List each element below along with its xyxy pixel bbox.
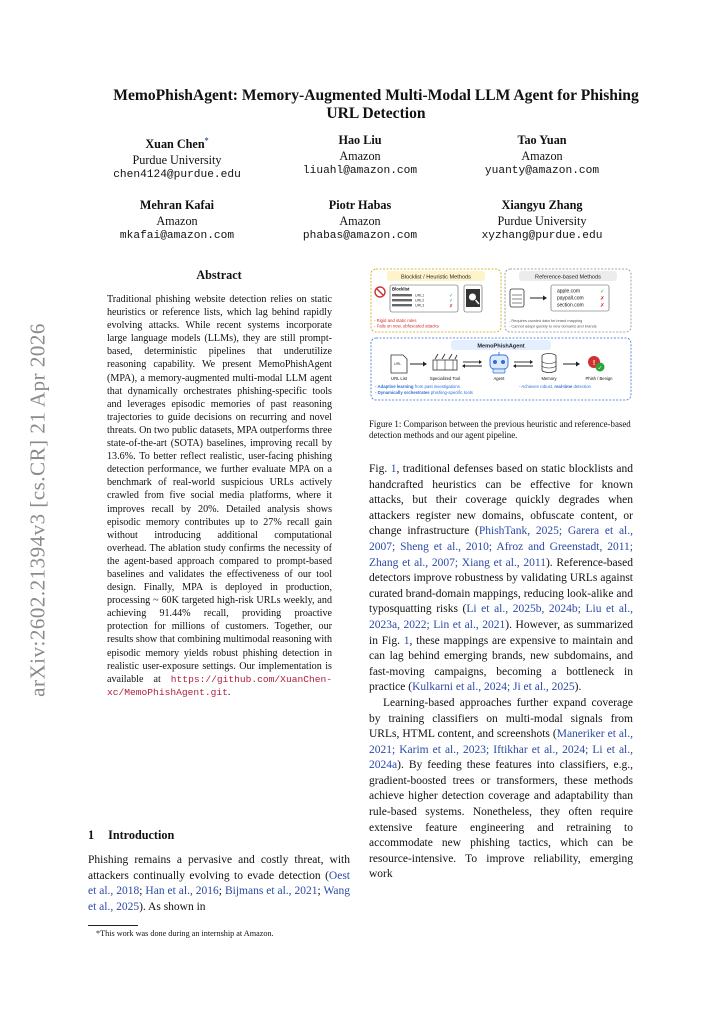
intro-text: Phishing remains a pervasive and costly threat, with attackers continually evolving to evade detection (: [88, 854, 350, 882]
figure-ref[interactable]: 1: [390, 463, 397, 475]
agent-note-bold: - Adaptive learning: [375, 384, 414, 389]
author-email[interactable]: liuahl@amazon.com: [302, 165, 418, 177]
agent-note: [375, 390, 473, 395]
paragraph: [369, 462, 633, 696]
repo-link[interactable]: https://github.com/XuanChen-xc/MemoPhishAgent.git: [107, 673, 332, 698]
svg-text:URL: URL: [394, 362, 402, 366]
author-affiliation: Purdue University: [497, 213, 587, 228]
database-icon: [510, 289, 524, 307]
check-icon: ✓: [600, 289, 605, 295]
author-affiliation: Amazon: [521, 148, 563, 163]
heuristic-note: - Rigid and static rules: [374, 318, 417, 323]
author-affiliation: Purdue University: [132, 152, 222, 167]
pipeline-label: Agent: [493, 376, 505, 381]
citation[interactable]: Oest et al., 2018: [88, 869, 350, 898]
agent-note-rest: from past investigations: [413, 384, 460, 389]
svg-text:!: !: [592, 360, 596, 367]
citation[interactable]: Kulkarni et al., 2024; Ji et al., 2025: [412, 681, 575, 694]
figure-ref[interactable]: 1: [403, 634, 410, 647]
author-name: Piotr Habas: [328, 198, 392, 212]
text-run: Learning-based approaches further expand coverage by training classifiers on multi-modal signals from URLs, HTML content, and screenshots (: [369, 696, 633, 741]
author-5: [265, 198, 455, 245]
paragraph: [369, 696, 633, 883]
text-run: , traditional defenses based on static blocklists and handcrafted heuristics can be effective for known attacks, but their coverage quickly degrades when attackers register new domains, obfuscate content, or change infrastructure (: [369, 463, 634, 538]
text-run: ). Reference-based detectors improve robustness by validating URLs against curated brand-domain mappings, reducing look-alike and typosquatting risks (: [369, 556, 633, 616]
agent-note: [519, 384, 592, 389]
citation[interactable]: Bijmans et al., 2021: [224, 885, 318, 898]
agent-title: MemoPhishAgent: [477, 343, 525, 350]
pipeline-label: URL List: [391, 376, 407, 381]
citation[interactable]: Han et al., 2016: [145, 885, 219, 898]
cross-icon: ✗: [600, 296, 605, 302]
footnote: *This work was done during an internship at Amazon.: [96, 929, 274, 938]
domain-label: section.com: [557, 302, 584, 309]
text-run: ). By feeding these features into classifiers, e.g., gradient-boosted trees or transformers, these methods achieve higher detection coverage and adaptability than rule-based systems. Nonetheless, they often require extensive feature engineering and retraining to accommodate new phishing tactics, which can be resource-intensive. To improve reliability, emerging work: [369, 759, 633, 881]
url-list-icon: [391, 355, 407, 373]
author-name: Hao Liu: [338, 133, 382, 147]
url-label: URL1: [415, 293, 425, 298]
author-name: Xiangyu Zhang: [501, 198, 583, 212]
domain-label: paypall.com: [557, 295, 584, 302]
author-2: [265, 133, 455, 180]
section-number: 1: [88, 828, 95, 842]
intro-end: ). As shown in: [139, 900, 206, 913]
text-run: , these mappings are expensive to maintain and can lag behind emerging brands, new subdomains, and fast-moving campaigns, becoming a bottleneck in practice (: [369, 634, 633, 694]
reference-note: - Cannot adapt quickly to new domains and brands: [509, 323, 597, 329]
footnote-rule: [88, 925, 138, 926]
figure-caption: Figure 1: Comparison between the previous heuristic and reference-based detection methods and our agent pipeline.: [369, 419, 631, 441]
blocklist-label: Blocklist: [392, 286, 410, 292]
url-label: URL3: [415, 303, 425, 308]
author-email[interactable]: xyzhang@purdue.edu: [481, 230, 603, 242]
reference-title: Reference-based Methods: [535, 274, 601, 281]
heuristic-note: - Fails on new, obfuscated attacks: [374, 323, 439, 329]
pipeline-label: Specialized Tool: [429, 376, 461, 381]
author-affiliation: Amazon: [156, 213, 198, 228]
agent-note-bold: - Dynamically orchestrates: [375, 390, 430, 395]
pipeline-label: Phish / Benign: [585, 376, 613, 381]
text-run: Fig.: [369, 463, 391, 475]
agent-note-rest: phishing-specific tools: [429, 390, 473, 395]
domain-label: apple.com: [557, 288, 581, 295]
text-run: ).: [574, 681, 582, 694]
abstract-heading: Abstract: [196, 268, 242, 282]
arxiv-stamp: arXiv:2602.21394v3 [cs.CR] 21 Apr 2026: [25, 323, 50, 697]
citation[interactable]: Li et al., 2025b, 2024b; Liu et al., 2023a, 2022; Lin et al., 2021: [369, 603, 633, 631]
check-icon: ✓: [449, 293, 454, 299]
magnifier-icon: [466, 289, 480, 307]
author-email[interactable]: yuanty@amazon.com: [484, 165, 600, 177]
author-email[interactable]: chen4124@purdue.edu: [113, 169, 241, 182]
author-6: [447, 198, 637, 245]
agent-note-rest: detection: [572, 384, 591, 389]
citation[interactable]: PhishTank, 2025; Garera et al., 2007; Sheng et al., 2010; Afroz and Greenstadt, 2011; Zhang et al., 2007; Xiang et al., 2011: [369, 525, 633, 569]
author-1: [82, 133, 272, 184]
citation[interactable]: Maneriker et al., 2021; Karim et al., 2023; Iftikhar et al., 2024; Li et al., 2024a: [369, 728, 633, 772]
author-name: Xuan Chen: [145, 137, 205, 152]
author-affiliation: Amazon: [339, 148, 381, 163]
abstract-body: [107, 293, 332, 699]
heuristic-title: Blocklist / Heuristic Methods: [401, 274, 471, 281]
author-mark: *: [204, 136, 209, 145]
section-heading: [88, 828, 174, 843]
robot-icon: [490, 352, 508, 373]
right-column-text: [369, 462, 633, 883]
author-affiliation: Amazon: [339, 213, 381, 228]
agent-note-bold: real-time: [554, 384, 573, 389]
author-name: Tao Yuan: [517, 133, 567, 147]
author-name: Mehran Kafai: [139, 198, 215, 212]
pipeline-label: Memory: [541, 376, 557, 381]
text-run: ). However, as summarized in Fig.: [369, 618, 633, 647]
abstract-text: Traditional phishing website detection relies on static heuristics or reference lists, which lag behind rapidly evolving attacks. While recent systems incorporate large language models (LLMs), they are still prompt-based, deterministic pipelines that underutilize reasoning capability. We present MemoPhishAgent (MPA), a memory-augmented multi-modal LLM agent that dynamically orchestrates phishing-specific tools and leverages episodic memories of past reasoning trajectories to guide decisions on recurring and novel threats. On two public datasets, MPA outperforms three state-of-the-art (SOTA) baselines, improving recall by 13.6%. To better reflect realistic, user-facing phishing detection performance, we further evaluate MPA on a benchmark of real-world suspicious URLs actively crawled from five social media platforms, where it improves recall by 20%. Detailed analysis shows episodic memory contributes up to 27% recall gain without introducing additional computational overhead. The ablation study confirms the necessity of the agent-based approach compared to prompt-based baselines and validates the effectiveness of our tool design. Finally, MPA is deployed in production, processing ~ 60K targeted high-risk URLs weekly, and achieving 91.44% recall, providing proactive protection for millions of customers. Together, our results show that combining multimodal reasoning with episodic memory yields robust phishing detection in realistic user-exposure settings. Our implementation is available at: [107, 294, 332, 685]
agent-note-rest: - Achieves robust,: [519, 384, 555, 389]
memory-database-icon: [542, 354, 556, 373]
reference-note: - Requires curated data for brand mapping: [509, 318, 583, 323]
agent-note: [375, 384, 460, 389]
check-icon: ✓: [449, 298, 454, 304]
author-email[interactable]: phabas@amazon.com: [302, 230, 418, 242]
citation[interactable]: Wang et al., 2025: [88, 885, 350, 913]
figure-1: [369, 267, 633, 402]
cross-icon: ✗: [449, 303, 454, 310]
intro-paragraph: Phishing remains a pervasive and costly threat, with attackers continually evolving to evade detection (Oest et al., 2018; Han et al., 2016; Bijmans et al., 2021; Wang et al., 2025). As shown in: [88, 854, 350, 913]
author-4: [82, 198, 272, 245]
cross-icon: ✗: [600, 303, 605, 309]
paper-title: MemoPhishAgent: Memory-Augmented Multi-Modal LLM Agent for Phishing URL Detection: [113, 87, 639, 122]
svg-text:✓: ✓: [597, 365, 603, 372]
author-email[interactable]: mkafai@amazon.com: [119, 230, 235, 242]
author-3: [447, 133, 637, 180]
section-title: Introduction: [108, 828, 175, 842]
url-label: URL2: [415, 298, 425, 303]
abstract-end: .: [227, 686, 231, 698]
